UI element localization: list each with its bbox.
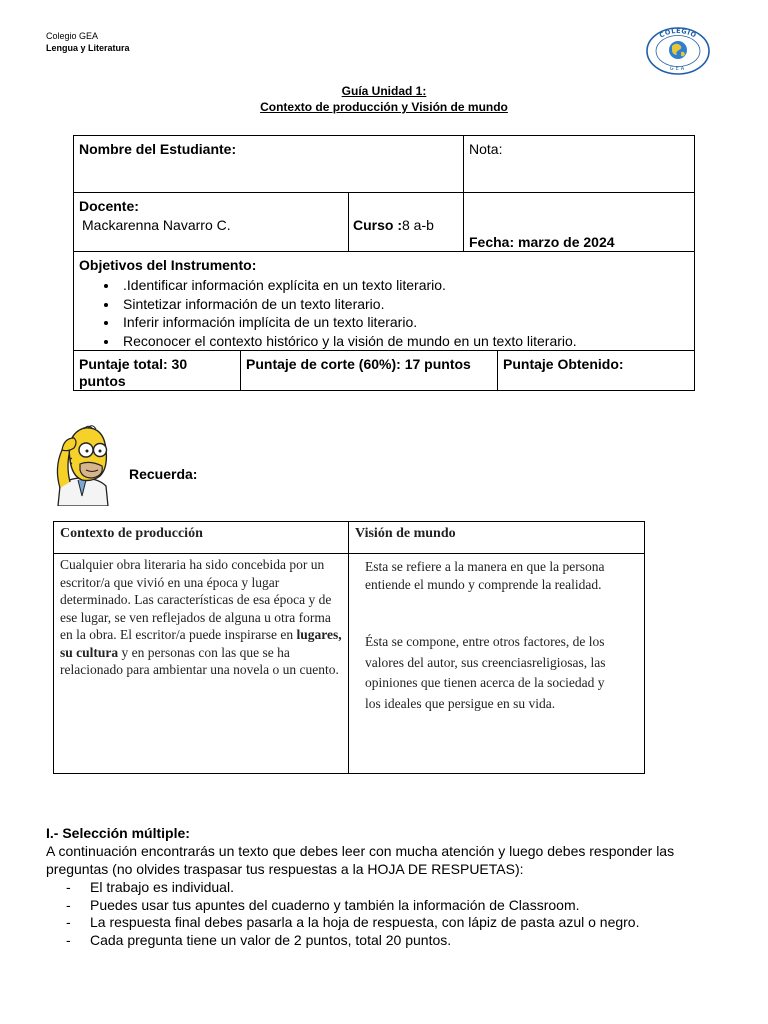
course-label: Curso : <box>353 217 402 233</box>
worldview-cell <box>348 553 645 774</box>
objective-item: • .Identificar información explícita en un texto literario. <box>119 276 577 295</box>
worldview-text-1: Esta se refiere a la manera en que la persona entiende el mundo y comprende la realidad. <box>365 559 605 592</box>
school-logo <box>645 26 711 76</box>
objectives-list <box>74 276 577 350</box>
instruction-item: - El trabajo es individual. <box>62 879 639 897</box>
instruction-item: - La respuesta final debes pasarla a la hoja de respuesta, con lápiz de pasta azul o negro. <box>62 914 639 932</box>
worldview-header: Visión de mundo <box>355 526 456 541</box>
obtained-score-cell <box>497 350 695 391</box>
total-score: Puntaje total: 30 puntos <box>79 356 188 389</box>
subject-name: Lengua y Literatura <box>46 43 130 53</box>
course-cell <box>348 192 464 252</box>
section-intro: A continuación encontrarás un texto que debes leer con mucha atención y luego debes responder las preguntas (no olvides traspasar tus respuestas a la HOJA DE RESPUETAS): <box>46 843 675 877</box>
school-name: Colegio GEA <box>46 31 99 41</box>
homer-illustration <box>48 420 116 506</box>
obtained-score: Puntaje Obtenido: <box>503 356 624 372</box>
objective-item: • Reconocer el contexto histórico y la visión de mundo en un texto literario. <box>119 332 577 351</box>
teacher-name: Mackarenna Navarro C. <box>82 217 231 233</box>
objective-item: • Inferir información implícita de un texto literario. <box>119 313 577 332</box>
objectives-cell <box>73 251 695 351</box>
teacher-label: Docente: <box>79 198 139 214</box>
instruction-item: - Cada pregunta tiene un valor de 2 puntos, total 20 puntos. <box>62 932 639 950</box>
teacher-cell <box>73 192 349 252</box>
cut-score-cell <box>240 350 498 391</box>
grade-cell <box>463 135 695 193</box>
date-cell <box>463 192 695 252</box>
concepts-header-col2 <box>348 521 645 554</box>
student-name-cell <box>73 135 464 193</box>
grade-label: Nota: <box>469 141 503 157</box>
concepts-header-col1 <box>53 521 349 554</box>
cut-score: Puntaje de corte (60%): 17 puntos <box>246 356 471 372</box>
svg-text:GEA: GEA <box>669 66 687 72</box>
context-text: Cualquier obra literaria ha sido concebida por un escritor/a que vivió en una época y lugar determinado. Las características de esa época y de ese lugar, se ven reflejados de alguna u otra forma en la obra. El escritor/a puede inspirarse en lugares, su cultura y en personas con las que se ha relacionado para ambientar una novela o un cuento. <box>60 557 342 677</box>
course-value: 8 a-b <box>402 217 434 233</box>
instructions-list <box>62 879 639 949</box>
guide-title: Guía Unidad 1: <box>341 84 427 98</box>
instruction-item: - Puedes usar tus apuntes del cuaderno y también la información de Classroom. <box>62 897 639 915</box>
context-cell <box>53 553 349 774</box>
student-name-label: Nombre del Estudiante: <box>79 141 237 157</box>
context-header: Contexto de producción <box>60 526 203 541</box>
total-score-cell <box>73 350 241 391</box>
svg-text:COLEGIO: COLEGIO <box>658 26 698 40</box>
objective-item: • Sintetizar información de un texto literario. <box>119 295 577 314</box>
worldview-text-2: Ésta se compone, entre otros factores, de los valores del autor, sus creenciasreligiosas, las opiniones que tienen acerca de la sociedad y los ideales que persigue en su vida. <box>365 634 606 711</box>
objectives-label: Objetivos del Instrumento: <box>79 257 257 273</box>
section-title: I.- Selección múltiple: <box>46 825 190 841</box>
guide-subtitle: Contexto de producción y Visión de mundo <box>260 100 508 114</box>
reminder-label: Recuerda: <box>129 466 198 482</box>
date-text: Fecha: marzo de 2024 <box>469 234 615 250</box>
